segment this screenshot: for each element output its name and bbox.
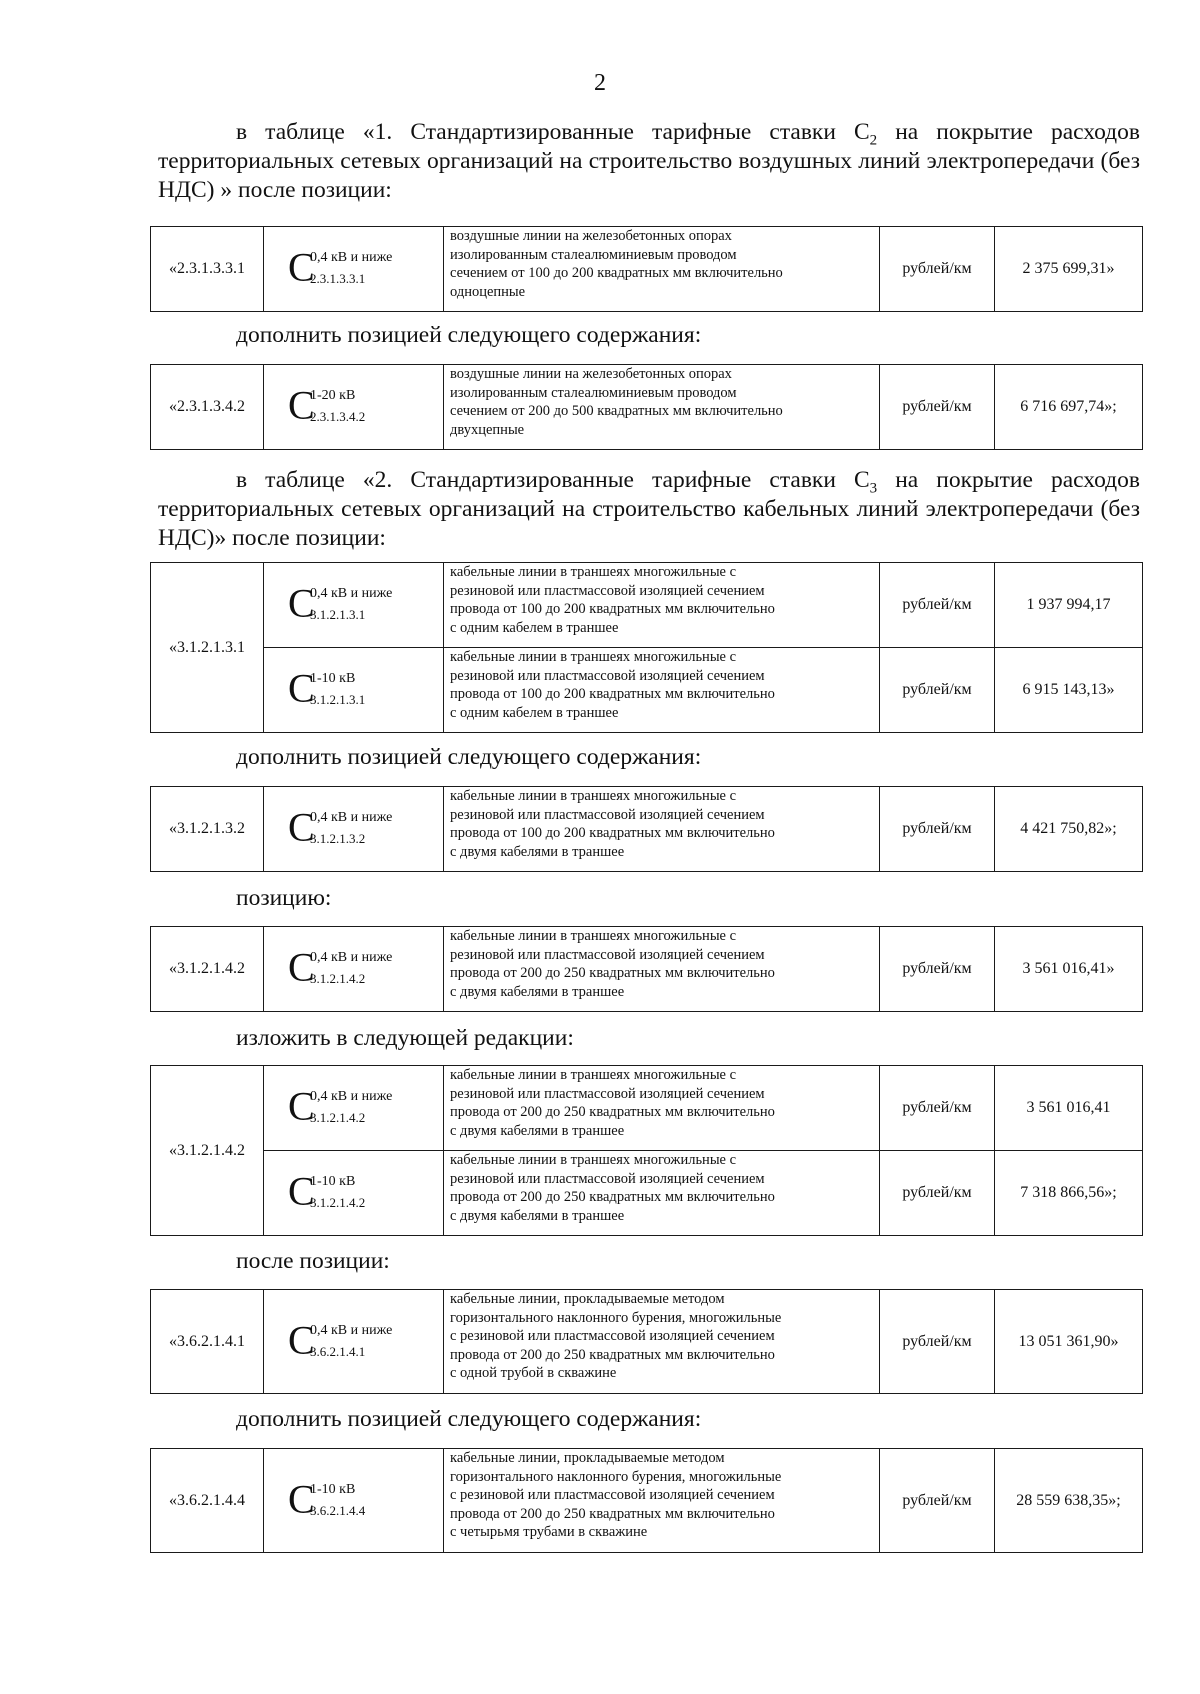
rate-voltage: 0,4 кВ и ниже <box>310 1089 393 1104</box>
unit-cell: рублей/км <box>880 648 995 733</box>
rate-symbol <box>264 365 444 450</box>
description-line: изолированным сталеалюминиевым проводом <box>450 384 737 401</box>
description-line: кабельные линии в траншеях многожильные с <box>450 788 737 804</box>
description-line: провода от 200 до 250 квадратных мм включительно <box>450 1505 775 1522</box>
description-line: резиновой или пластмассовой изоляцией сечением <box>450 667 765 684</box>
description-line: провода от 200 до 250 квадратных мм включительно <box>450 1104 775 1120</box>
lead-add-1: дополнить позицией следующего содержания: <box>236 322 702 348</box>
unit-cell: рублей/км <box>880 227 995 312</box>
description-line: провода от 200 до 250 квадратных мм включительно <box>450 1346 775 1363</box>
description-line: изолированным сталеалюминиевым проводом <box>450 246 737 263</box>
rate-letter: C <box>288 944 315 990</box>
rate-value: 2 375 699,31» <box>995 227 1143 312</box>
description-line: с одним кабелем в траншее <box>450 619 619 636</box>
rate-table-3 <box>150 562 1143 733</box>
rate-symbol <box>264 787 444 872</box>
rate-index: 3.1.2.1.3.1 <box>310 607 366 622</box>
unit-cell: рублей/км <box>880 365 995 450</box>
unit-cell: рублей/км <box>880 1066 995 1151</box>
rate-index: 3.1.2.1.4.2 <box>310 1110 366 1125</box>
rate-table-7 <box>150 1289 1143 1394</box>
rate-symbol <box>264 927 444 1012</box>
rate-table-4 <box>150 786 1143 872</box>
rate-table-6 <box>150 1065 1143 1236</box>
description-line: резиновой или пластмассовой изоляцией сечением <box>450 582 765 599</box>
rate-voltage: 1-20 кВ <box>310 388 356 403</box>
rate-description <box>444 648 880 733</box>
description-line: провода от 100 до 200 квадратных мм включительно <box>450 825 775 841</box>
description-line: резиновой или пластмассовой изоляцией сечением <box>450 946 765 963</box>
description-line: кабельные линии в траншеях многожильные с <box>450 928 737 944</box>
position-code: «3.1.2.1.4.2 <box>151 1066 264 1236</box>
rate-value: 1 937 994,17 <box>995 563 1143 648</box>
rate-symbol <box>264 1151 444 1236</box>
description-line: сечением от 100 до 200 квадратных мм включительно <box>450 265 783 281</box>
lead-add-3: дополнить позицией следующего содержания: <box>236 1406 702 1432</box>
position-code: «3.6.2.1.4.1 <box>151 1290 264 1394</box>
lead-add-2: дополнить позицией следующего содержания: <box>236 744 702 770</box>
description-line: кабельные линии в траншеях многожильные с <box>450 1067 737 1083</box>
description-line: кабельные линии в траншеях многожильные с <box>450 1152 737 1168</box>
rate-value: 6 716 697,74»; <box>995 365 1143 450</box>
rate-index: 3.1.2.1.4.2 <box>310 971 366 986</box>
description-line: провода от 200 до 250 квадратных мм включительно <box>450 1189 775 1205</box>
description-line: провода от 200 до 250 квадратных мм включительно <box>450 965 775 981</box>
rate-symbol <box>264 1449 444 1553</box>
intro-2-text-a: в таблице «2. Стандартизированные тарифные ставки С <box>236 467 870 493</box>
rate-voltage: 1-10 кВ <box>310 1481 356 1497</box>
rate-symbol <box>264 648 444 733</box>
rate-value: 3 561 016,41» <box>995 927 1143 1012</box>
unit-cell: рублей/км <box>880 787 995 872</box>
position-code: «2.3.1.3.3.1 <box>151 227 264 312</box>
rate-description <box>444 927 880 1012</box>
rate-description <box>444 1066 880 1151</box>
description-line: кабельные линии в траншеях многожильные с <box>450 564 737 580</box>
rate-value: 4 421 750,82»; <box>995 787 1143 872</box>
unit-cell: рублей/км <box>880 1290 995 1394</box>
rate-description <box>444 1290 880 1394</box>
rate-index: 3.6.2.1.4.4 <box>310 1502 366 1518</box>
position-code: «2.3.1.3.4.2 <box>151 365 264 450</box>
description-line: горизонтального наклонного бурения, многожильные <box>450 1309 782 1326</box>
rate-index: 2.3.1.3.3.1 <box>310 271 366 286</box>
rate-table-5 <box>150 926 1143 1012</box>
rate-symbol <box>264 1290 444 1394</box>
unit-cell: рублей/км <box>880 1449 995 1553</box>
rate-description <box>444 787 880 872</box>
rate-description <box>444 1151 880 1236</box>
description-line: с двумя кабелями в траншее <box>450 1207 625 1224</box>
description-line: одноцепные <box>450 283 526 300</box>
unit-cell: рублей/км <box>880 563 995 648</box>
rate-letter: C <box>288 1475 315 1521</box>
intro-1-text-b: на покрытие расходов территориальных сетевых организаций на строительство воздушных линий электропередачи (без НДС) » после позиции: <box>158 119 1140 203</box>
rate-index: 3.6.2.1.4.1 <box>310 1343 366 1359</box>
description-line: с резиновой или пластмассовой изоляцией сечением <box>450 1328 775 1344</box>
description-line: с резиновой или пластмассовой изоляцией сечением <box>450 1487 775 1503</box>
description-line: горизонтального наклонного бурения, многожильные <box>450 1468 782 1485</box>
rate-index: 3.1.2.1.3.2 <box>310 831 366 846</box>
position-code: «3.6.2.1.4.4 <box>151 1449 264 1553</box>
description-line: резиновой или пластмассовой изоляцией сечением <box>450 1170 765 1187</box>
rate-description <box>444 365 880 450</box>
intro-2-subscript: 3 <box>869 480 878 497</box>
rate-value: 6 915 143,13» <box>995 648 1143 733</box>
description-line: с двумя кабелями в траншее <box>450 1122 625 1139</box>
rate-voltage: 0,4 кВ и ниже <box>310 586 393 601</box>
intro-paragraph-table-1 <box>158 118 1140 205</box>
unit-cell: рублей/км <box>880 1151 995 1236</box>
rate-voltage: 1-10 кВ <box>310 1174 356 1189</box>
description-line: кабельные линии, прокладываемые методом <box>450 1291 725 1307</box>
intro-1-subscript: 2 <box>869 132 878 149</box>
description-line: с двумя кабелями в траншее <box>450 983 625 1000</box>
description-line: воздушные линии на железобетонных опорах <box>450 228 732 244</box>
description-line: двухцепные <box>450 421 525 438</box>
rate-letter: C <box>288 244 315 290</box>
rate-letter: C <box>288 804 315 850</box>
rate-description <box>444 227 880 312</box>
rate-index: 3.1.2.1.4.2 <box>310 1195 366 1210</box>
rate-table-2 <box>150 364 1143 450</box>
rate-symbol <box>264 563 444 648</box>
description-line: воздушные линии на железобетонных опорах <box>450 366 732 382</box>
description-line: с четырьмя трубами в скважине <box>450 1524 648 1540</box>
intro-1-text-a: в таблице «1. Стандартизированные тарифные ставки С <box>236 119 870 145</box>
rate-description <box>444 563 880 648</box>
rate-table-1 <box>150 226 1143 312</box>
rate-letter: C <box>288 1316 315 1362</box>
rate-value: 28 559 638,35»; <box>995 1449 1143 1553</box>
description-line: с одним кабелем в траншее <box>450 704 619 721</box>
intro-paragraph-table-2 <box>158 466 1140 553</box>
description-line: провода от 100 до 200 квадратных мм включительно <box>450 601 775 617</box>
rate-letter: C <box>288 1083 315 1129</box>
lead-restate: изложить в следующей редакции: <box>236 1025 574 1051</box>
rate-index: 3.1.2.1.3.1 <box>310 692 366 707</box>
description-line: резиновой или пластмассовой изоляцией сечением <box>450 1085 765 1102</box>
rate-value: 7 318 866,56»; <box>995 1151 1143 1236</box>
position-code: «3.1.2.1.4.2 <box>151 927 264 1012</box>
unit-cell: рублей/км <box>880 927 995 1012</box>
position-code: «3.1.2.1.3.1 <box>151 563 264 733</box>
rate-voltage: 0,4 кВ и ниже <box>310 250 393 265</box>
rate-value: 3 561 016,41 <box>995 1066 1143 1151</box>
lead-after-position: после позиции: <box>236 1248 390 1274</box>
rate-description <box>444 1449 880 1553</box>
rate-voltage: 0,4 кВ и ниже <box>310 1322 393 1338</box>
description-line: резиновой или пластмассовой изоляцией сечением <box>450 806 765 823</box>
rate-index: 2.3.1.3.4.2 <box>310 409 366 424</box>
rate-symbol <box>264 1066 444 1151</box>
description-line: с двумя кабелями в траншее <box>450 843 625 860</box>
rate-letter: C <box>288 1168 315 1214</box>
position-code: «3.1.2.1.3.2 <box>151 787 264 872</box>
description-line: кабельные линии, прокладываемые методом <box>450 1450 725 1466</box>
description-line: кабельные линии в траншеях многожильные с <box>450 649 737 665</box>
rate-letter: C <box>288 382 315 428</box>
description-line: провода от 100 до 200 квадратных мм включительно <box>450 686 775 702</box>
rate-letter: C <box>288 580 315 626</box>
rate-symbol <box>264 227 444 312</box>
rate-table-8 <box>150 1448 1143 1553</box>
rate-voltage: 1-10 кВ <box>310 671 356 686</box>
description-line: с одной трубой в скважине <box>450 1365 617 1381</box>
rate-voltage: 0,4 кВ и ниже <box>310 950 393 965</box>
rate-value: 13 051 361,90» <box>995 1290 1143 1394</box>
intro-2-text-b: на покрытие расходов территориальных сетевых организаций на строительство кабельных линий электропередачи (без НДС)» после позиции: <box>158 467 1140 551</box>
lead-position: позицию: <box>236 885 332 911</box>
rate-letter: C <box>288 665 315 711</box>
page-number: 2 <box>594 70 606 96</box>
description-line: сечением от 200 до 500 квадратных мм включительно <box>450 403 783 419</box>
rate-voltage: 0,4 кВ и ниже <box>310 810 393 825</box>
